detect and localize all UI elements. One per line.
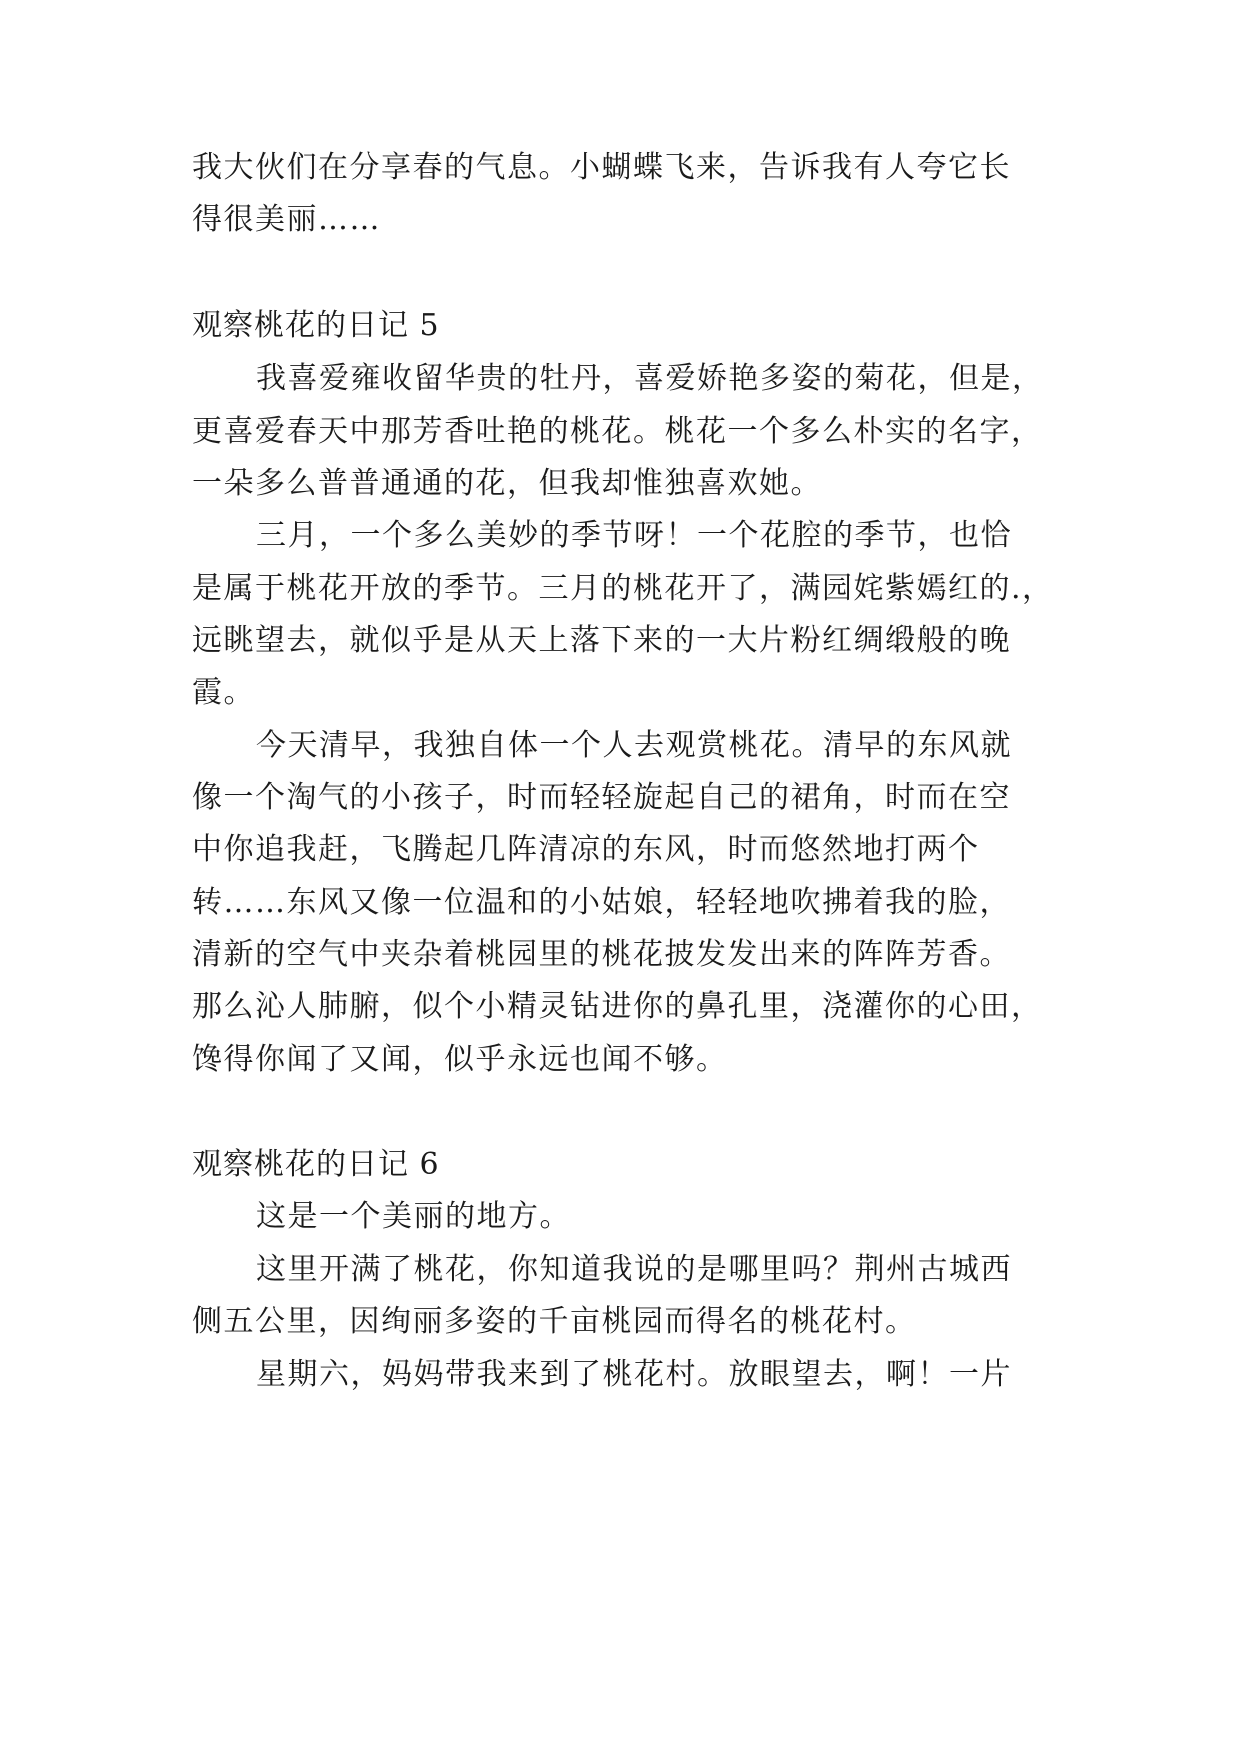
text-line: 侧五公里，因绚丽多姿的千亩桃园而得名的桃花村。 [192,1304,917,1339]
text-line: 那么沁人肺腑，似个小精灵钻进你的鼻孔里，浇灌你的心田， [192,989,1043,1024]
text-line: 星期六，妈妈带我来到了桃花村。放眼望去，啊！一片 [256,1357,1012,1392]
section-title: 观察桃花的日记 5 [192,308,440,343]
text-line: 中你追我赶，飞腾起几阵清凉的东风，时而悠然地打两个 [192,832,980,867]
text-line: 是属于桃花开放的季节。三月的桃花开了，满园姹紫嫣红的.， [192,571,1054,606]
text-line: 远眺望去，就似乎是从天上落下来的一大片粉红绸缎般的晚 [192,623,1011,658]
text-line: 这里开满了桃花，你知道我说的是哪里吗？荆州古城西 [256,1252,1012,1287]
text-line: 更喜爱春天中那芳香吐艳的桃花。桃花一个多么朴实的名字， [192,414,1043,449]
text-line: 清新的空气中夹杂着桃园里的桃花披发发出来的阵阵芳香。 [192,937,1011,972]
text-line: 这是一个美丽的地方。 [256,1199,571,1234]
text-line: 三月，一个多么美妙的季节呀！一个花腔的季节，也恰 [256,518,1012,553]
text-line: 我喜爱雍收留华贵的牡丹，喜爱娇艳多姿的菊花，但是， [256,361,1044,396]
section-title: 观察桃花的日记 6 [192,1147,440,1182]
text-line: 馋得你闻了又闻，似乎永远也闻不够。 [192,1042,728,1077]
text-line: 一朵多么普普通通的花，但我却惟独喜欢她。 [192,466,822,501]
text-line: 像一个淘气的小孩子，时而轻轻旋起自己的裙角，时而在空 [192,780,1011,815]
text-line: 霞。 [192,675,255,710]
text-line: 我大伙们在分享春的气息。小蝴蝶飞来，告诉我有人夸它长 [192,150,1011,185]
text-line: 得很美丽…… [192,202,381,237]
text-line: 今天清早，我独自体一个人去观赏桃花。清早的东风就 [256,728,1012,763]
text-line: 转……东风又像一位温和的小姑娘，轻轻地吹拂着我的脸， [192,885,1011,920]
